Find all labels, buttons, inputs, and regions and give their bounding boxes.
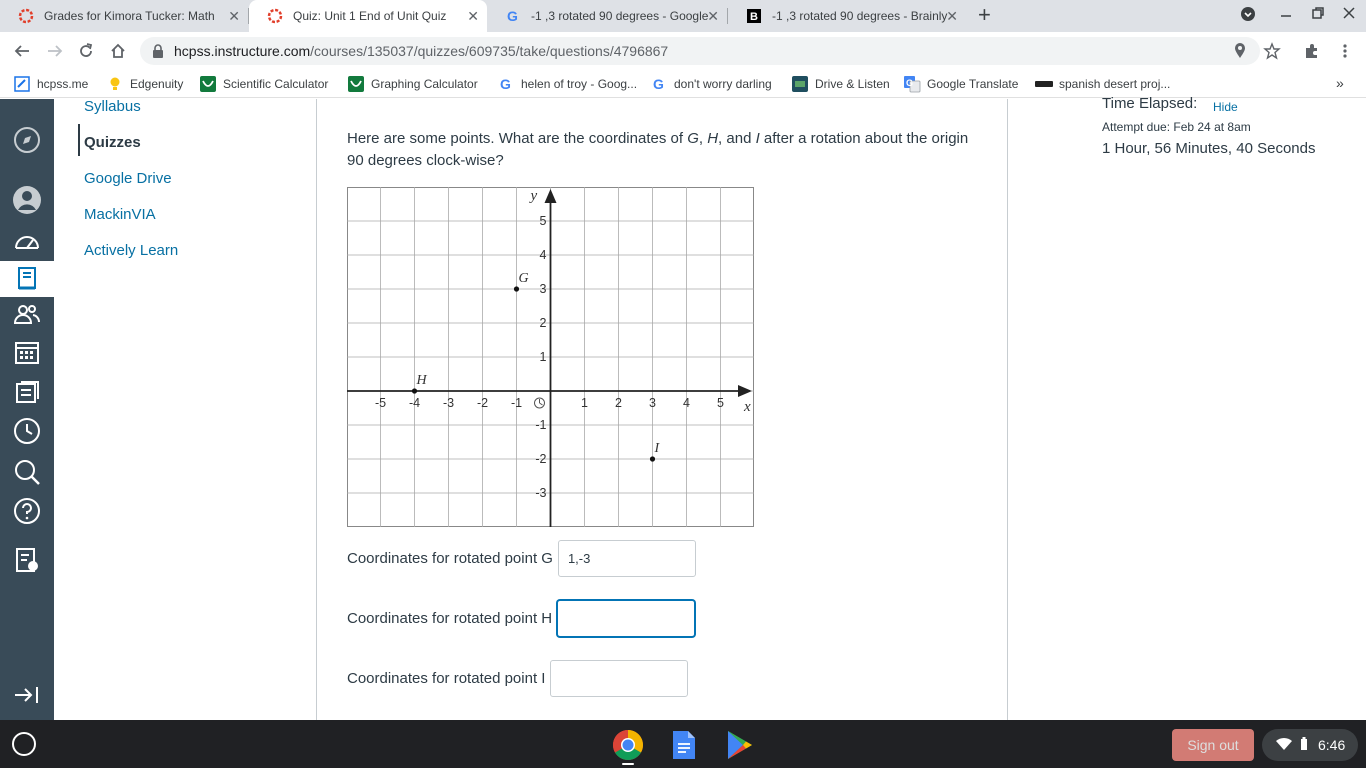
brainly-icon bbox=[746, 8, 762, 24]
play-store-icon[interactable] bbox=[723, 728, 757, 762]
address-bar[interactable] bbox=[140, 37, 1260, 65]
groups-icon[interactable] bbox=[9, 297, 45, 333]
point-name: G bbox=[687, 130, 699, 147]
lightbulb-icon bbox=[107, 76, 123, 92]
desmos-icon bbox=[200, 76, 216, 92]
help-icon[interactable] bbox=[9, 493, 45, 529]
tab-quiz[interactable] bbox=[249, 0, 487, 32]
tab-title: -1 ,3 rotated 90 degrees - Google bbox=[531, 9, 709, 23]
bookmark-spanish-desert[interactable] bbox=[1036, 76, 1170, 92]
status-tray[interactable] bbox=[1262, 729, 1358, 761]
y-tick-label: 1 bbox=[539, 350, 547, 364]
tab-google-search[interactable] bbox=[487, 0, 727, 32]
x-tick-label: 2 bbox=[615, 396, 622, 410]
time-elapsed-value: 1 Hour, 56 Minutes, 40 Seconds bbox=[1102, 140, 1316, 157]
attempt-due: Attempt due: Feb 24 at 8am bbox=[1102, 120, 1251, 134]
tab-title: Grades for Kimora Tucker: Math bbox=[44, 9, 215, 23]
desmos-icon bbox=[348, 76, 364, 92]
coordinate-graph bbox=[347, 187, 754, 527]
new-tab-button[interactable]: + bbox=[978, 2, 991, 27]
active-indicator bbox=[78, 124, 80, 156]
bookmarks-bar bbox=[0, 70, 1366, 98]
collapse-nav-icon[interactable] bbox=[9, 677, 45, 713]
x-tick-label: -1 bbox=[510, 396, 523, 410]
back-icon[interactable] bbox=[11, 40, 33, 62]
bookmark-label: Drive & Listen bbox=[815, 77, 890, 91]
bookmark-edgenuity[interactable] bbox=[107, 76, 183, 92]
dashboard-icon[interactable] bbox=[9, 224, 45, 260]
x-tick-label: 1 bbox=[581, 396, 588, 410]
y-axis-label: y bbox=[530, 188, 538, 204]
question-text-part: , and bbox=[718, 130, 756, 147]
svg-text:G: G bbox=[906, 78, 914, 88]
courses-icon[interactable] bbox=[0, 261, 54, 297]
canvas-icon bbox=[267, 8, 283, 24]
y-tick-label: -3 bbox=[535, 486, 547, 500]
bookmark-drive-and-listen[interactable] bbox=[792, 76, 890, 92]
bookmark-favicon-icon bbox=[1036, 76, 1052, 92]
question-text-part: after a rotation about the origin 90 degrees clock-wise? bbox=[347, 130, 969, 169]
svg-text:G: G bbox=[507, 8, 518, 24]
tab-brainly[interactable] bbox=[728, 0, 966, 32]
course-nav-mackinvia[interactable]: MackinVIA bbox=[84, 206, 156, 223]
bookmark-hcpss[interactable] bbox=[14, 76, 88, 92]
translate-icon bbox=[904, 76, 920, 92]
bookmark-label: spanish desert proj... bbox=[1059, 77, 1171, 91]
google-icon bbox=[505, 8, 521, 24]
svg-text:G: G bbox=[653, 76, 664, 92]
running-indicator bbox=[622, 763, 634, 765]
sign-out-button[interactable]: Sign out bbox=[1172, 729, 1254, 761]
bookmark-label: helen of troy - Goog... bbox=[521, 77, 638, 91]
bookmark-label: Google Translate bbox=[927, 77, 1019, 91]
tab-grades[interactable] bbox=[0, 0, 248, 32]
answer-input-h[interactable] bbox=[557, 600, 695, 637]
bookmark-label: Scientific Calculator bbox=[223, 77, 329, 91]
minimize-icon[interactable] bbox=[1279, 6, 1293, 23]
y-tick-label: 4 bbox=[539, 248, 547, 262]
course-nav-actively-learn[interactable]: Actively Learn bbox=[84, 242, 179, 259]
logo-icon[interactable] bbox=[9, 122, 45, 158]
bookmark-graphing-calculator[interactable] bbox=[348, 76, 478, 92]
answer-label: Coordinates for rotated point I bbox=[347, 670, 546, 687]
svg-text:B: B bbox=[750, 11, 758, 23]
close-icon[interactable]: ✕ bbox=[228, 8, 240, 24]
search-icon[interactable] bbox=[9, 454, 45, 490]
x-tick-label: -2 bbox=[476, 396, 489, 410]
answer-label: Coordinates for rotated point H bbox=[347, 610, 553, 627]
svg-text:G: G bbox=[500, 76, 511, 92]
x-axis-label: x bbox=[744, 399, 751, 415]
x-tick-label: -4 bbox=[408, 396, 421, 410]
bookmark-scientific-calculator[interactable] bbox=[200, 76, 328, 92]
location-icon[interactable] bbox=[1234, 43, 1246, 64]
global-nav bbox=[0, 99, 54, 720]
answer-row-i bbox=[347, 660, 688, 697]
x-tick-label: -3 bbox=[442, 396, 455, 410]
question-text bbox=[347, 128, 987, 172]
history-icon[interactable] bbox=[9, 413, 45, 449]
hcpss-icon bbox=[14, 76, 30, 92]
bookmark-star-icon[interactable] bbox=[1264, 43, 1280, 64]
studio-icon[interactable] bbox=[9, 542, 45, 578]
url-text bbox=[174, 43, 668, 59]
clock-time: 6:46 bbox=[1318, 737, 1346, 753]
point-label: I bbox=[654, 441, 660, 456]
quiz-main bbox=[316, 99, 1008, 720]
tab-title: Quiz: Unit 1 End of Unit Quiz bbox=[293, 9, 447, 23]
extensions-icon[interactable] bbox=[1301, 40, 1323, 62]
menu-icon[interactable] bbox=[1334, 40, 1356, 62]
battery-icon bbox=[1300, 737, 1308, 754]
close-icon[interactable]: ✕ bbox=[946, 8, 958, 24]
x-tick-label: 4 bbox=[683, 396, 690, 410]
drive-listen-icon bbox=[792, 76, 808, 92]
chrome-icon[interactable] bbox=[611, 728, 645, 762]
tab-strip bbox=[0, 0, 1366, 32]
bookmark-label: Graphing Calculator bbox=[371, 77, 478, 91]
reload-icon[interactable] bbox=[75, 40, 97, 62]
answer-row-g bbox=[347, 540, 696, 577]
close-icon[interactable]: ✕ bbox=[467, 8, 479, 24]
question-text-part: , bbox=[698, 130, 708, 147]
course-nav bbox=[54, 99, 316, 720]
point-h bbox=[412, 388, 417, 393]
forward-icon[interactable] bbox=[44, 40, 66, 62]
y-tick-label: -1 bbox=[535, 418, 547, 432]
course-nav-syllabus[interactable]: Syllabus bbox=[84, 98, 141, 115]
more-bookmarks-icon[interactable]: » bbox=[1336, 75, 1344, 91]
point-name: I bbox=[755, 130, 760, 147]
tab-search-icon[interactable] bbox=[1240, 6, 1256, 25]
google-icon bbox=[651, 76, 667, 92]
bookmark-dont-worry-darling[interactable] bbox=[651, 76, 772, 92]
google-icon bbox=[498, 76, 514, 92]
x-tick-label: 3 bbox=[649, 396, 656, 410]
close-window-icon[interactable] bbox=[1342, 6, 1356, 23]
bookmark-google-translate[interactable] bbox=[904, 76, 1018, 92]
lock-icon[interactable] bbox=[152, 43, 164, 64]
launcher-icon[interactable] bbox=[12, 732, 36, 756]
answer-label: Coordinates for rotated point G bbox=[347, 550, 553, 567]
point-g bbox=[514, 286, 519, 291]
bookmark-label: hcpss.me bbox=[37, 77, 89, 91]
hide-timer-link[interactable]: Hide bbox=[1213, 100, 1238, 114]
y-tick-label: -2 bbox=[535, 452, 547, 466]
question-text-part: Here are some points. What are the coordinates of bbox=[347, 130, 688, 147]
account-icon[interactable] bbox=[9, 182, 45, 218]
time-elapsed-label: Time Elapsed: bbox=[1102, 95, 1198, 112]
inbox-icon[interactable] bbox=[9, 374, 45, 410]
x-tick-label: -5 bbox=[374, 396, 387, 410]
y-tick-label: 5 bbox=[539, 214, 547, 228]
y-tick-label: 2 bbox=[539, 316, 547, 330]
answer-row-h bbox=[347, 600, 695, 637]
os-shelf bbox=[0, 720, 1366, 768]
wifi-icon bbox=[1276, 737, 1292, 754]
bookmark-label: don't worry darling bbox=[674, 77, 772, 91]
bookmark-label: Edgenuity bbox=[130, 77, 184, 91]
answer-input-g[interactable] bbox=[558, 540, 696, 577]
home-icon[interactable] bbox=[107, 40, 129, 62]
quiz-timer-panel bbox=[1008, 95, 1366, 720]
bookmark-helen-of-troy[interactable] bbox=[498, 76, 637, 92]
docs-icon[interactable] bbox=[667, 728, 701, 762]
point-i bbox=[650, 456, 655, 461]
course-nav-google-drive[interactable]: Google Drive bbox=[84, 170, 172, 187]
point-name: H bbox=[707, 130, 719, 147]
browser-toolbar bbox=[0, 32, 1366, 70]
url-host: hcpss.instructure.com bbox=[174, 43, 311, 59]
course-nav-quizzes[interactable]: Quizzes bbox=[84, 134, 141, 151]
point-label: H bbox=[416, 373, 427, 388]
close-icon[interactable]: ✕ bbox=[707, 8, 719, 24]
canvas-icon bbox=[18, 8, 34, 24]
calendar-icon[interactable] bbox=[9, 334, 45, 370]
point-label: G bbox=[518, 271, 529, 286]
answer-input-i[interactable] bbox=[550, 660, 688, 697]
restore-icon[interactable] bbox=[1311, 6, 1325, 23]
url-path: /courses/135037/quizzes/609735/take/questions/4796867 bbox=[310, 43, 669, 59]
y-tick-label: 3 bbox=[539, 282, 547, 296]
x-tick-label: 5 bbox=[717, 396, 724, 410]
tab-title: -1 ,3 rotated 90 degrees - Brainly bbox=[772, 9, 948, 23]
